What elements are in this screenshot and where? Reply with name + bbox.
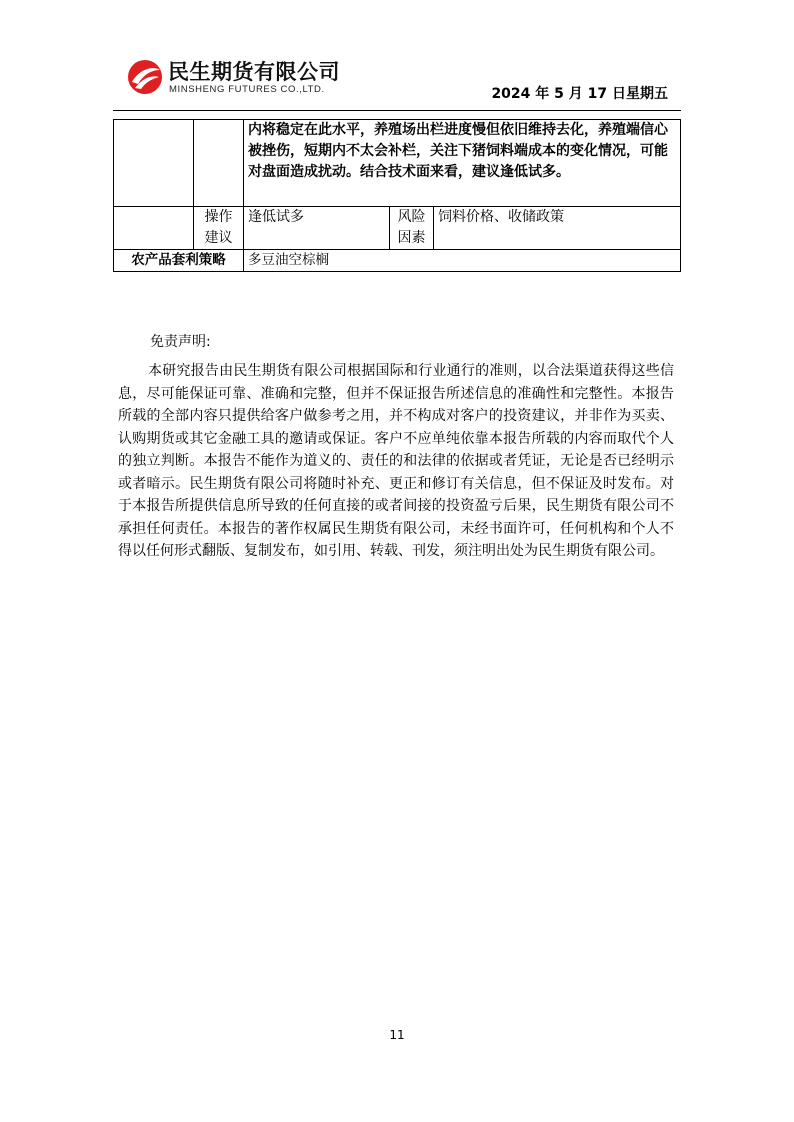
table-row [114, 120, 681, 207]
table-row [114, 250, 681, 272]
analysis-text-cell: 内将稳定在此水平，养殖场出栏进度慢但依旧维持去化，养殖端信心被挫伤，短期内不太会补栏，关注下猪饲料端成本的变化情况，可能对盘面造成扰动。结合技术面来看，建议逢低试多。 [244, 120, 681, 207]
risk-label: 风险因素 [390, 207, 434, 250]
company-name-en: MINSHENG FUTURES CO.,LTD. [169, 84, 325, 95]
table-cell-empty [114, 120, 194, 207]
operation-value: 逢低试多 [244, 207, 390, 250]
company-name-cn: 民生期货有限公司 [168, 60, 340, 84]
strategy-table [113, 119, 681, 272]
arbitrage-label: 农产品套利策略 [114, 250, 244, 272]
disclaimer-body: 本研究报告由民生期货有限公司根据国际和行业通行的准则，以合法渠道获得这些信息，尽可能保证可靠、准确和完整，但并不保证报告所述信息的准确性和完整性。本报告所载的全部内容只提供给客户做参考之用，并不构成对客户的投资建议，并非作为买卖、认购期货或其它金融工具的邀请或保证。客户不应单纯依靠本报告所载的内容而取代个人的独立判断。本报告不能作为道义的、责任的和法律的依据或者凭证，无论是否已经明示或者暗示。民生期货有限公司将随时补充、更正和修订有关信息，但不保证及时发布。对于本报告所提供信息所导致的任何直接的或者间接的投资盈亏后果，民生期货有限公司不承担任何责任。本报告的著作权属民生期货有限公司，未经书面许可，任何机构和个人不得以任何形式翻版、复制发布，如引用、转载、刊发，须注明出处为民生期货有限公司。 [118, 363, 674, 559]
header-divider [113, 110, 681, 111]
page-number: 11 [389, 1028, 405, 1042]
risk-value: 饲料价格、收储政策 [434, 207, 681, 250]
arbitrage-value: 多豆油空棕榈 [244, 250, 681, 272]
table-row [114, 207, 681, 250]
report-date: 2024 年 5 月 17 日星期五 [491, 86, 668, 102]
table-cell-empty [114, 207, 194, 250]
operation-label: 操作建议 [194, 207, 244, 250]
minsheng-logo-icon [126, 58, 164, 96]
table-cell-empty [194, 120, 244, 207]
disclaimer-title: 免责声明: [150, 334, 211, 350]
company-logo [126, 56, 366, 102]
